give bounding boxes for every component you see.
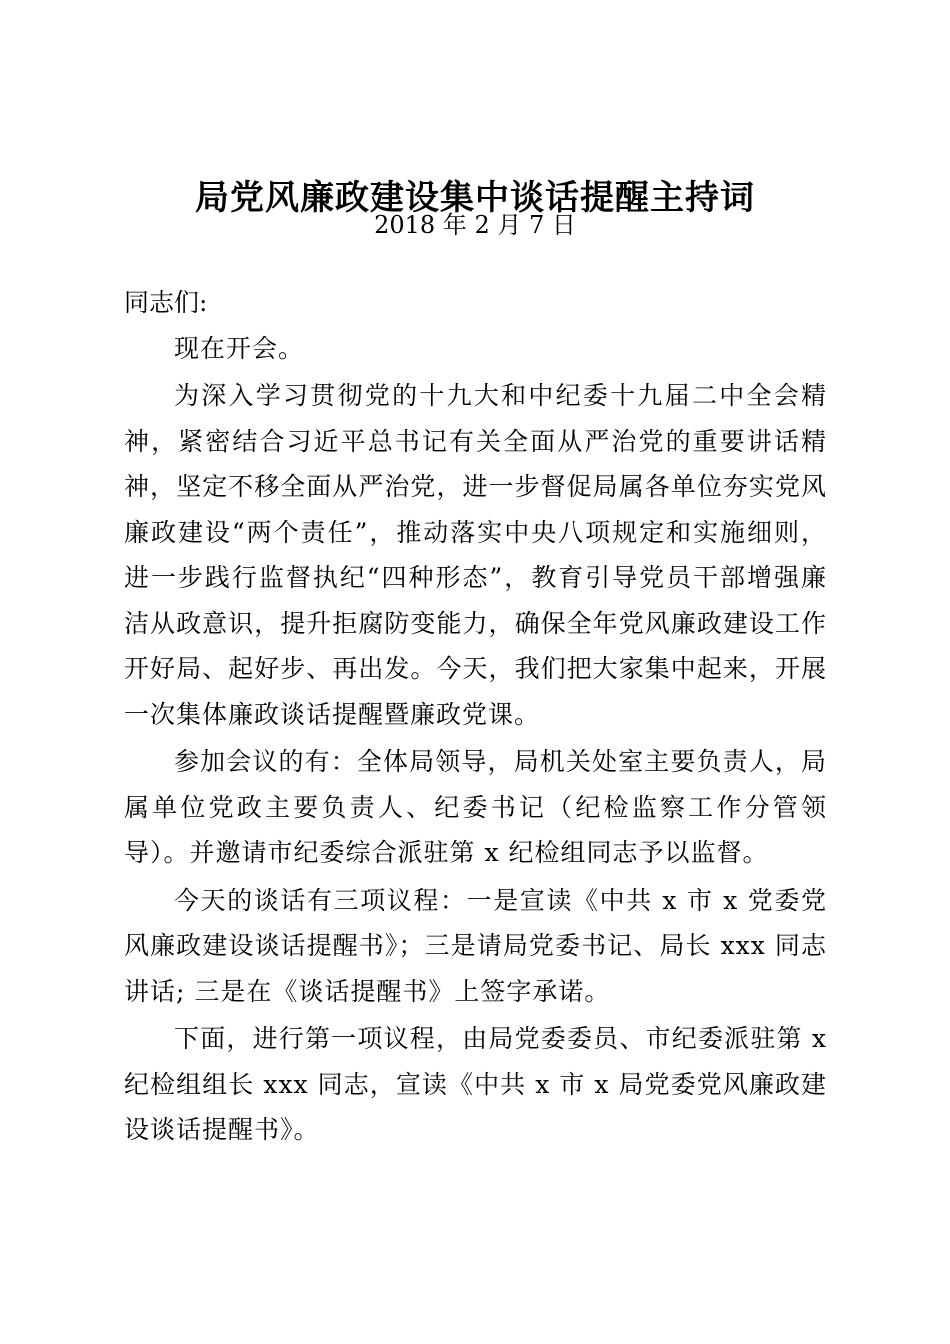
paragraph-opening: 现在开会。 — [174, 333, 305, 363]
salutation: 同志们: — [124, 288, 208, 317]
paragraph-agenda: 今天的谈话有三项议程：一是宣读《中共 x 市 x 党委党风廉政建设谈话提醒书》；三是请局党委书记、局长 xxx 同志讲话; 三是在《谈话提醒书》上签字承诺。 — [124, 885, 827, 1006]
paragraph-purpose: 为深入学习贯彻党的十九大和中纪委十九届二中全会精神，紧密结合习近平总书记有关全面从严治党的重要讲话精神，坚定不移全面从严治党，进一步督促局属各单位夯实党风廉政建设“两个责任”，推动落实中央八项规定和实施细则，进一步践行监督执纪“四种形态”，教育引导党员干部增强廉洁从政意识，提升拒腐防变能力，确保全年党风廉政建设工作开好局、起好步、再出发。今天，我们把大家集中起来，开展一次集体廉政谈话提醒暨廉政党课。 — [124, 381, 827, 729]
document-title: 局党风廉政建设集中谈话提醒主持词 — [195, 178, 755, 218]
paragraph-attendees: 参加会议的有：全体局领导，局机关处室主要负责人，局属单位党政主要负责人、纪委书记（纪检监察工作分管领导）。并邀请市纪委综合派驻第 x 纪检组同志予以监督。 — [124, 747, 827, 867]
document-body — [124, 280, 827, 1153]
paragraph-first-item: 下面，进行第一项议程，由局党委委员、市纪委派驻第 x 纪检组组长 xxx 同志，宣读《中共 x 市 x 局党委党风廉政建设谈话提醒书》。 — [124, 1024, 827, 1144]
document-date: 2018 年 2 月 7 日 — [374, 211, 576, 239]
